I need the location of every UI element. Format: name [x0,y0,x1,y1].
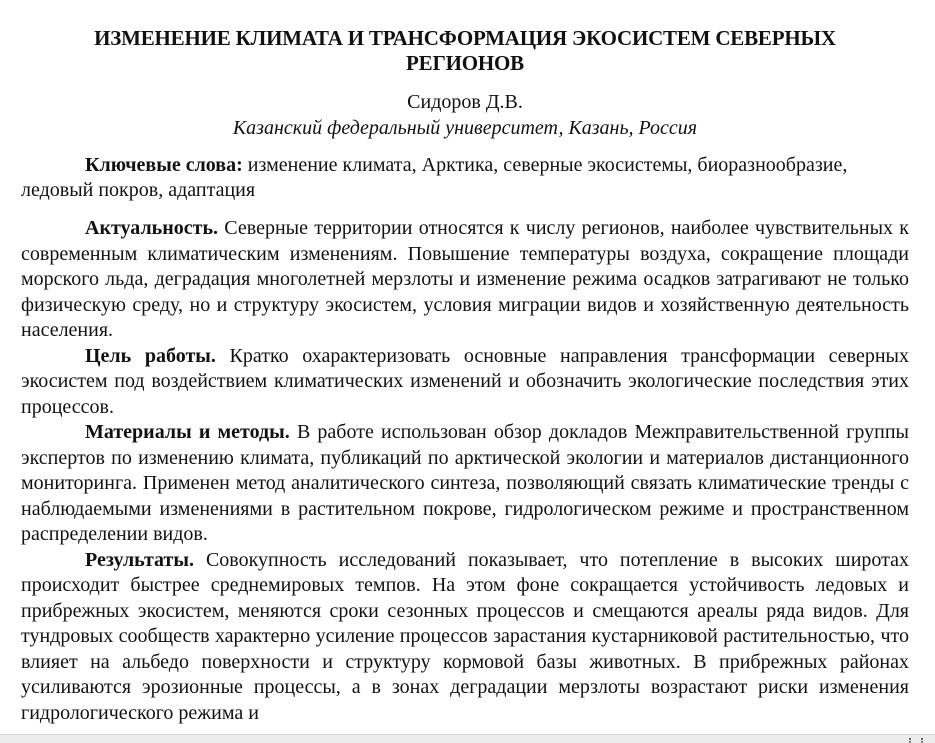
resize-grip-icon[interactable] [909,738,923,743]
section-heading: Результаты. [85,548,194,571]
paper-title: ИЗМЕНЕНИЕ КЛИМАТА И ТРАНСФОРМАЦИЯ ЭКОСИСТЕМ СЕВЕРНЫХ РЕГИОНОВ [94,26,836,75]
section-results [21,548,909,727]
section-heading: Цель работы. [85,344,216,367]
keywords-text: изменение климата, Арктика, северные экосистемы, биоразнообразие, ледовый покров, адаптация [21,154,848,201]
author-name: Сидоров Д.В. [407,91,523,113]
keywords-label: Ключевые слова: [85,154,243,176]
section-relevance [21,216,909,344]
section-text: В работе использован обзор докладов Межправительственной группы экспертов по изменению климата, публикаций по арктической экологии и материалов дистанционного мониторинга. Применен метод аналитического синтеза, позволяющий связать климатические тренды с наблюдаемыми изменениями в растительном покрове, гидрологическом режиме и пространственном распределении видов. [21,421,909,545]
section-heading: Материалы и методы. [85,421,290,443]
keywords [21,153,909,203]
section-text: Совокупность исследований показывает, что потепление в высоких широтах происходит быстрее среднемировых темпов. На этом фоне сокращается устойчивость ледовых и прибрежных экосистем, меняются сроки сезонных процессов и смещаются ареалы ряда видов. Для тундровых сообществ характерно усиление процессов зарастания кустарниковой растительностью, что влияет на альбедо поверхности и структуру кормовой базы животных. В прибрежных районах усиливаются эрозионные процессы, а в зонах деградации мерзлоты возрастают риски изменения гидрологического режима и [21,548,909,724]
section-text: Северные территории относятся к числу регионов, наиболее чувствительных к современным климатическим изменениям. Повышение температуры воздуха, сокращение площади морского льда, деградация многолетней мерзлоты и изменение режима осадков затрагивают не только физическую среду, но и структуру экосистем, условия миграции видов и хозяйственную деятельность населения. [21,217,909,341]
section-methods [21,420,909,548]
author-affiliation: Казанский федеральный университет, Казань, Россия [232,117,698,139]
viewer-bottom-bar [0,734,935,743]
section-text: Кратко охарактеризовать основные направления трансформации северных экосистем под воздействием климатических изменений и обозначить экологические последствия этих процессов. [21,344,909,418]
paper-page [21,0,909,726]
section-heading: Актуальность. [85,217,219,239]
section-goal [21,344,909,421]
